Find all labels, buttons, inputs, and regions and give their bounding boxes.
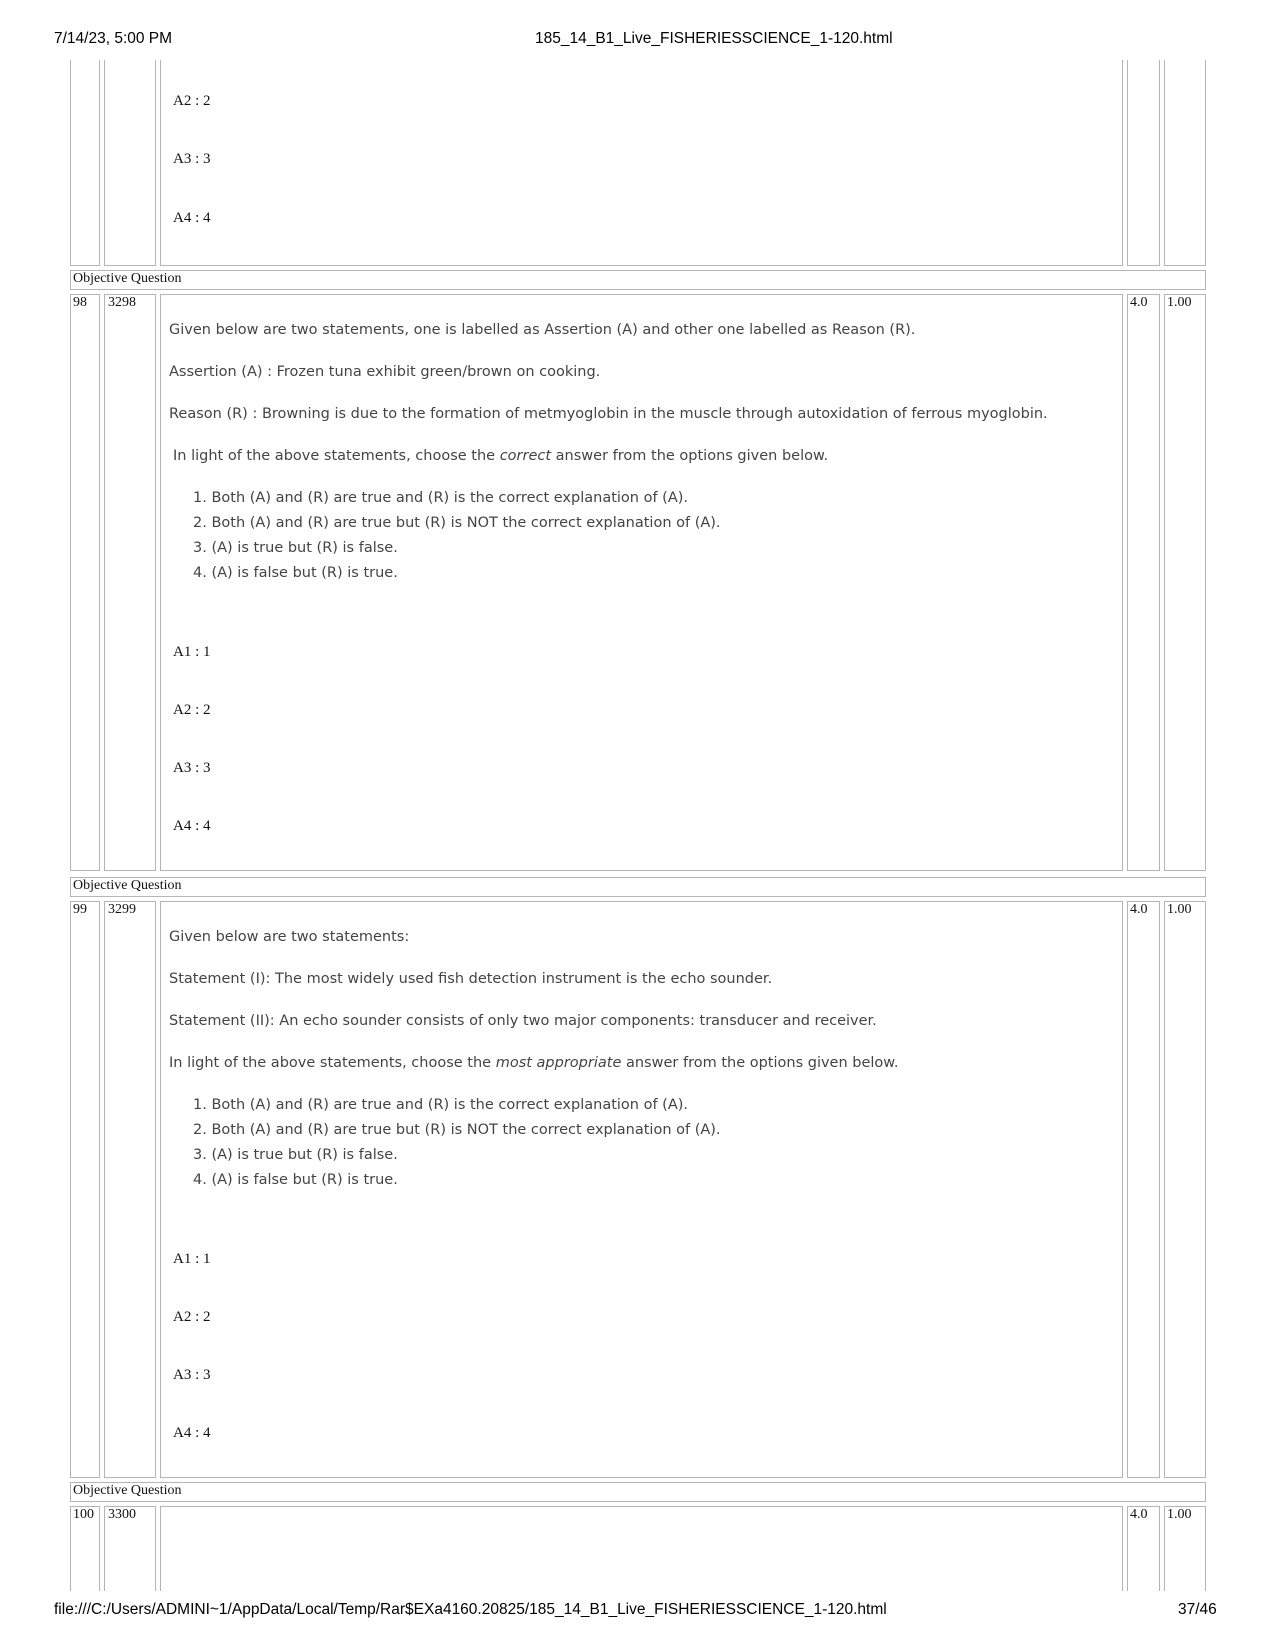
question-negative-marks: 1.00 (1167, 902, 1192, 917)
question-cell (160, 901, 1123, 1478)
choice-option-2: 2. Both (A) and (R) are true but (R) is NOT the correct explanation of (A). (193, 515, 721, 531)
print-title: 185_14_B1_Live_FISHERIESSCIENCE_1-120.html (535, 30, 893, 47)
answer-option-1: A1 : 1 (173, 644, 211, 660)
statement-1-text: Statement (I): The most widely used fish detection instrument is the echo sounder. (169, 971, 773, 987)
answer-option-2: A2 : 2 (173, 93, 211, 109)
question-marks: 4.0 (1130, 295, 1148, 310)
answer-option-3: A3 : 3 (173, 760, 211, 776)
answer-option-4: A4 : 4 (173, 210, 211, 226)
negative-cell (1164, 901, 1206, 1478)
question-marks: 4.0 (1130, 902, 1148, 917)
question-instruction: In light of the above statements, choose the most appropriate answer from the options given below. (169, 1055, 899, 1071)
qid-cell (104, 901, 156, 1478)
question-id: 3300 (108, 1507, 136, 1522)
marks-cell (1127, 294, 1160, 871)
question-sno: 99 (73, 902, 87, 917)
answer-option-3: A3 : 3 (173, 151, 211, 167)
reason-text: Reason (R) : Browning is due to the formation of metmyoglobin in the muscle through autoxidation of ferrous myoglobin. (169, 406, 1048, 422)
choice-option-1: 1. Both (A) and (R) are true and (R) is the correct explanation of (A). (193, 490, 689, 506)
question-id: 3299 (108, 902, 136, 917)
marks-cell (1127, 60, 1160, 266)
question-cell (160, 294, 1123, 871)
negative-cell (1164, 294, 1206, 871)
choice-option-4: 4. (A) is false but (R) is true. (193, 1172, 398, 1188)
question-cell (160, 1506, 1123, 1591)
question-instruction: In light of the above statements, choose the correct answer from the options given below. (173, 448, 829, 464)
print-file-path: file:///C:/Users/ADMINI~1/AppData/Local/Temp/Rar$EXa4160.20825/185_14_B1_Live_FISHERIESSCIENCE_1-120.html (54, 1601, 887, 1618)
question-intro: Given below are two statements: (169, 929, 410, 945)
answer-option-4: A4 : 4 (173, 1425, 211, 1441)
question-intro: Given below are two statements, one is labelled as Assertion (A) and other one labelled as Reason (R). (169, 322, 916, 338)
marks-cell (1127, 901, 1160, 1478)
question-type-cell (70, 270, 1206, 290)
choice-option-4: 4. (A) is false but (R) is true. (193, 565, 398, 581)
negative-cell (1164, 60, 1206, 266)
answer-option-1: A1 : 1 (173, 1251, 211, 1267)
question-type-cell (70, 1482, 1206, 1502)
question-cell (160, 60, 1123, 266)
print-page-number: 37/46 (1178, 1601, 1217, 1618)
question-negative-marks: 1.00 (1167, 295, 1192, 310)
answer-option-3: A3 : 3 (173, 1367, 211, 1383)
question-marks: 4.0 (1130, 1507, 1148, 1522)
question-type-cell (70, 877, 1206, 897)
question-type-label: Objective Question (73, 271, 182, 286)
question-type-label: Objective Question (73, 1483, 182, 1498)
answer-option-2: A2 : 2 (173, 702, 211, 718)
choice-option-1: 1. Both (A) and (R) are true and (R) is the correct explanation of (A). (193, 1097, 689, 1113)
qid-cell (104, 60, 156, 266)
answer-option-4: A4 : 4 (173, 818, 211, 834)
sno-cell (70, 60, 100, 266)
qid-cell (104, 294, 156, 871)
choice-option-3: 3. (A) is true but (R) is false. (193, 540, 398, 556)
answer-option-2: A2 : 2 (173, 1309, 211, 1325)
question-negative-marks: 1.00 (1167, 1507, 1192, 1522)
assertion-text: Assertion (A) : Frozen tuna exhibit green/brown on cooking. (169, 364, 601, 380)
sno-cell (70, 294, 100, 871)
sno-cell (70, 901, 100, 1478)
choice-option-2: 2. Both (A) and (R) are true but (R) is NOT the correct explanation of (A). (193, 1122, 721, 1138)
print-datetime: 7/14/23, 5:00 PM (54, 30, 173, 47)
question-id: 3298 (108, 295, 136, 310)
question-sno: 98 (73, 295, 87, 310)
statement-2-text: Statement (II): An echo sounder consists of only two major components: transducer and receiver. (169, 1013, 877, 1029)
choice-option-3: 3. (A) is true but (R) is false. (193, 1147, 398, 1163)
question-sno: 100 (73, 1507, 94, 1522)
question-type-label: Objective Question (73, 878, 182, 893)
